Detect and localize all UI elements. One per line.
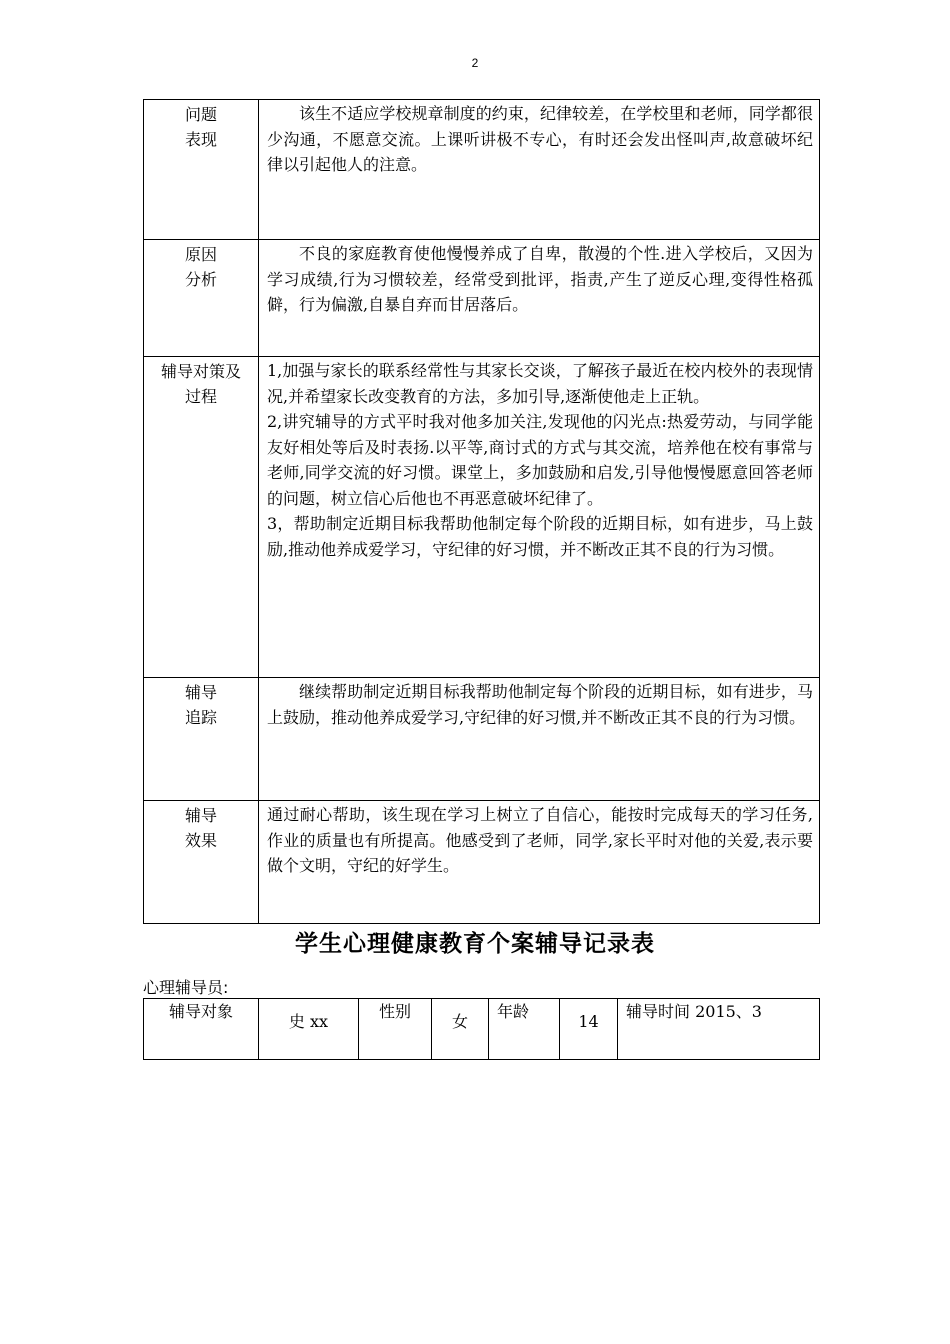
age-value: 14 (560, 999, 618, 1060)
time-label: 辅导时间 2015、3 (618, 999, 820, 1060)
label-followup: 辅导 追踪 (144, 678, 259, 801)
strategy-item-2: 2,讲究辅导的方式平时我对他多加关注,发现他的闪光点:热爱劳动，与同学能友好相处等后及时表扬.以平等,商讨式的方式与其交流，培养他在校有事常与老师,同学交流的好习惯。课堂上，多加鼓励和启发,引导他慢慢愿意回答老师的问题，树立信心后他也不再恶意破坏纪律了。 (267, 412, 813, 508)
label-effect: 辅导 效果 (144, 801, 259, 924)
label-problem: 问题 表现 (144, 100, 259, 240)
content-strategy (259, 357, 820, 678)
age-label: 年龄 (489, 999, 560, 1060)
table-row-effect (144, 801, 820, 924)
gender-value: 女 (432, 999, 489, 1060)
table-row-cause (144, 240, 820, 357)
gender-label: 性别 (359, 999, 432, 1060)
content-followup: 继续帮助制定近期目标我帮助他制定每个阶段的近期目标，如有进步，马上鼓励，推动他养成爱学习,守纪律的好习惯,并不断改正其不良的行为习惯。 (259, 678, 820, 801)
table-row-strategy (144, 357, 820, 678)
content-problem: 该生不适应学校规章制度的约束，纪律较差，在学校里和老师，同学都很少沟通，不愿意交流。上课听讲极不专心，有时还会发出怪叫声,故意破坏纪律以引起他人的注意。 (259, 100, 820, 240)
page-number: 2 (471, 56, 479, 70)
subject-label: 辅导对象 (144, 999, 259, 1060)
form-title: 学生心理健康教育个案辅导记录表 (295, 931, 655, 957)
content-effect: 通过耐心帮助，该生现在学习上树立了自信心，能按时完成每天的学习任务,作业的质量也有所提高。他感受到了老师，同学,家长平时对他的关爱,表示要做个文明，守纪的好学生。 (259, 801, 820, 924)
strategy-item-3: 3，帮助制定近期目标我帮助他制定每个阶段的近期目标，如有进步，马上鼓励,推动他养成爱学习，守纪律的好习惯，并不断改正其不良的行为习惯。 (267, 514, 813, 559)
content-cause: 不良的家庭教育使他慢慢养成了自卑，散漫的个性.进入学校后，又因为学习成绩,行为习惯较差，经常受到批评，指责,产生了逆反心理,变得性格孤僻，行为偏激,自暴自弃而甘居落后。 (259, 240, 820, 357)
table-row (144, 999, 820, 1060)
table-row-followup (144, 678, 820, 801)
table-row-problem (144, 100, 820, 240)
counseling-record-table (143, 99, 820, 924)
label-strategy: 辅导对策及 过程 (144, 357, 259, 678)
student-info-table (143, 998, 820, 1060)
counselor-label: 心理辅导员: (143, 978, 229, 997)
label-cause: 原因 分析 (144, 240, 259, 357)
strategy-item-1: 1,加强与家长的联系经常性与其家长交谈，了解孩子最近在校内校外的表现情况,并希望家长改变教育的方法，多加引导,逐渐使他走上正轨。 (267, 361, 813, 406)
subject-value: 史 xx (259, 999, 359, 1060)
